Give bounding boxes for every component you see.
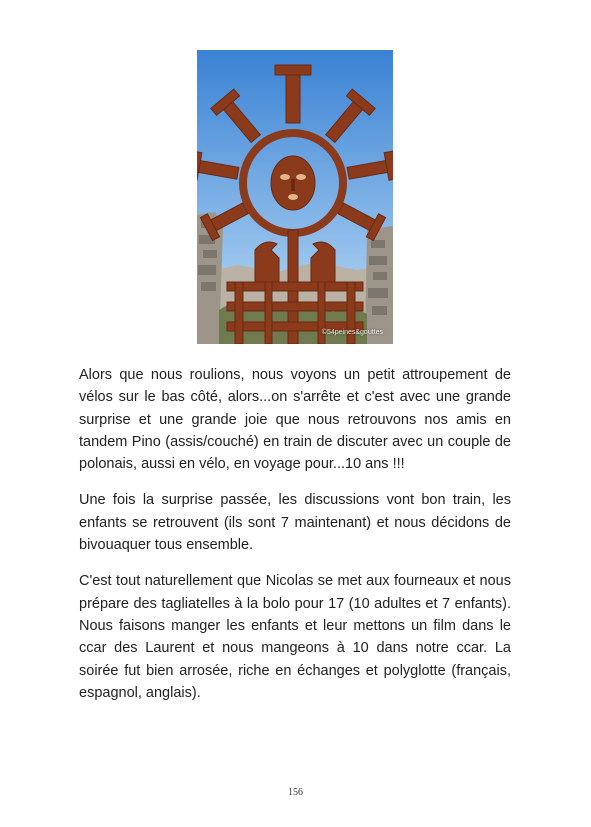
paragraph-1: Alors que nous roulions, nous voyons un petit attroupement de vélos sur le bas côté, alors...on s'arrête et c'est avec une grande surprise et une grande joie que nous retrouvons nos amis en tandem Pino (assis/couché) en train de discuter avec un couple de polonais, aussi en vélo, en voyage pour...10 ans !!! <box>79 367 511 473</box>
paragraph-2: Une fois la surprise passée, les discussions vont bon train, les enfants se retrouvent (ils sont 7 maintenant) et nous décidons de bivouaquer tous ensemble. <box>79 492 511 554</box>
sculpture-photo <box>197 50 393 344</box>
body-text <box>79 364 511 718</box>
photo-watermark: ©54peines&gouttes <box>321 329 383 336</box>
sun-sculpture-image <box>197 50 393 344</box>
paragraph-3: C'est tout naturellement que Nicolas se met aux fourneaux et nous prépare des tagliatelles à la bolo pour 17 (10 adultes et 7 enfants). Nous faisons manger les enfants et leur mettons un film dans le ccar des Laurent et nous mangeons à 10 dans notre ccar. La soirée fut bien arrosée, riche en échanges et polyglotte (français, espagnol, anglais). <box>79 573 511 701</box>
page-number: 156 <box>288 787 303 798</box>
